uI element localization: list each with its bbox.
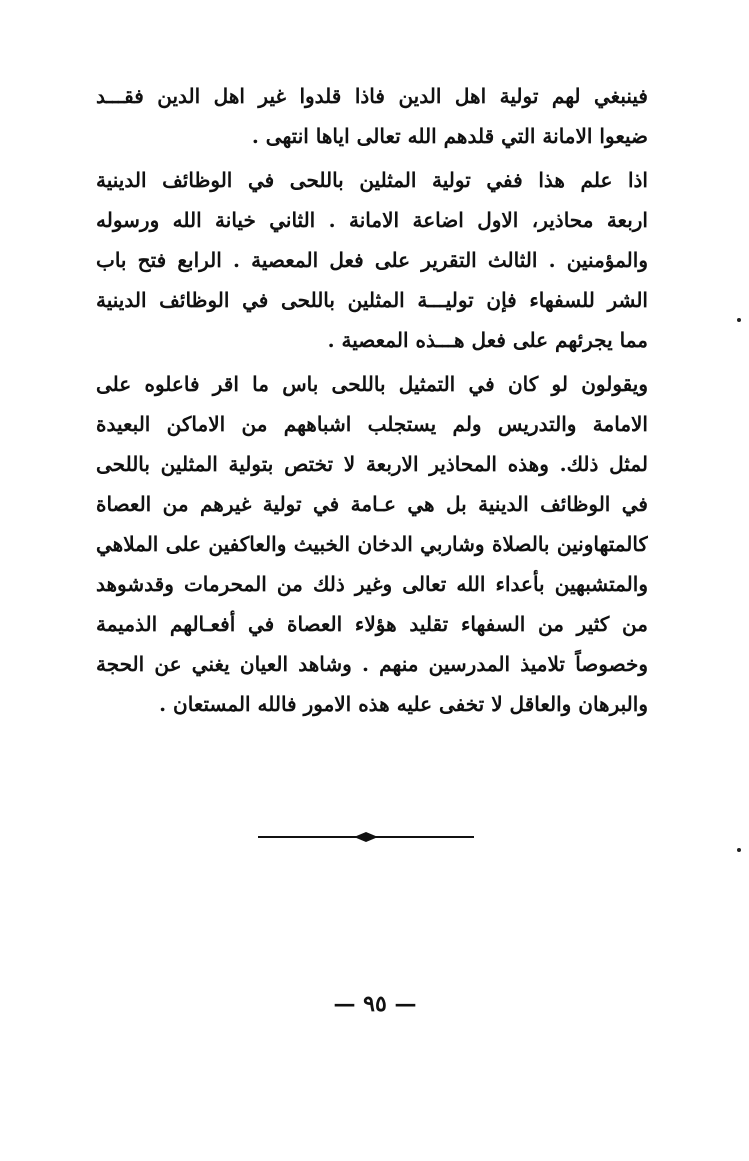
text-line: الامامة والتدريس ولم يستجلب اشباههم من الاماكن البعيدة <box>96 412 648 436</box>
page-number: — ٩٥ — <box>333 991 417 1017</box>
text-line: في الوظائف الدينية بل هي عـامة في تولية غيرهم من العصاة <box>96 492 648 516</box>
body-text <box>96 76 648 724</box>
text-line: اربعة محاذير، الاول اضاعة الامانة . الثاني خيانة الله ورسوله <box>96 208 648 232</box>
text-line: الشر للسفهاء فإن توليـــة المثلين باللحى في الوظائف الدينية <box>96 288 648 312</box>
text-line: والمتشبهين بأعداء الله تعالى وغير ذلك من المحرمات وقدشوهد <box>96 572 648 596</box>
text-line: والمؤمنين . الثالث التقرير على فعل المعصية . الرابع فتح باب <box>96 248 648 272</box>
text-line: من كثير من السفهاء تقليد هؤلاء العصاة في أفعـالهم الذميمة <box>96 612 648 636</box>
margin-mark <box>737 318 741 322</box>
text-line: ويقولون لو كان في التمثيل باللحى باس ما اقر فاعلوه على <box>96 372 648 396</box>
text-line: مما يجرئهم على فعل هـــذه المعصية . <box>327 328 648 352</box>
divider-ornament <box>258 828 474 846</box>
text-line: فينبغي لهم تولية اهل الدين فاذا قلدوا غير اهل الدين فقـــد <box>96 84 648 108</box>
text-line: وخصوصاً تلاميذ المدرسين منهم . وشاهد العيان يغني عن الحجة <box>96 652 648 676</box>
text-line: ضيعوا الامانة التي قلدهم الله تعالى اياها انتهى . <box>251 124 648 148</box>
text-line: والبرهان والعاقل لا تخفى عليه هذه الامور فالله المستعان . <box>159 692 648 716</box>
text-line: اذا علم هذا ففي تولية المثلين باللحى في الوظائف الدينية <box>96 168 648 192</box>
text-line: كالمتهاونين بالصلاة وشاربي الدخان الخبيث والعاكفين على الملاهي <box>96 532 648 556</box>
text-line: لمثل ذلك. وهذه المحاذير الاربعة لا تختص بتولية المثلين باللحى <box>96 452 648 476</box>
margin-mark <box>737 848 741 852</box>
